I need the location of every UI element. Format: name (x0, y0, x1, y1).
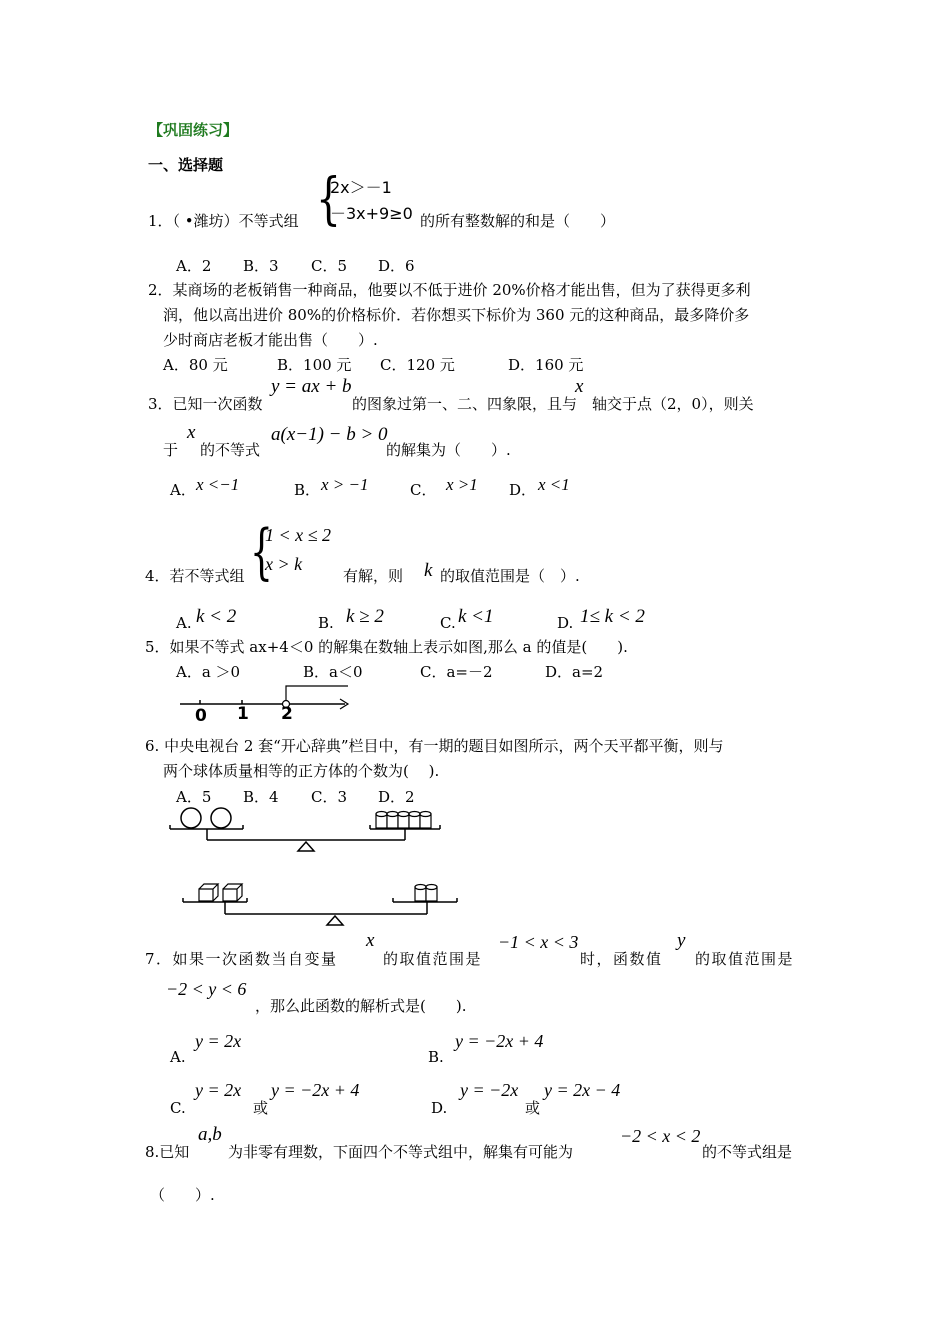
q1-option-b: B．3 (243, 257, 279, 275)
q3-function: y = ax + b (271, 376, 352, 397)
q3-inequality: a(x−1) − b > 0 (271, 424, 388, 445)
q3-line2-var: x (187, 422, 196, 443)
ball-1 (181, 808, 201, 828)
q8-range: −2 < x < 2 (620, 1126, 701, 1146)
q4-option-a-label: A. (176, 614, 192, 632)
q4-option-d-label: D. (557, 614, 574, 632)
q7-option-c-expr2: y = −2x + 4 (271, 1080, 360, 1100)
q7-range-x: −1 < x < 3 (498, 932, 579, 952)
q5-option-a: A．a ＞0 (176, 663, 241, 681)
q1-option-a: A．2 (176, 257, 212, 275)
q3-option-a-expr: x <−1 (196, 475, 240, 494)
q4-brace: { (250, 517, 273, 587)
q4-system-line1: 1 < x ≤ 2 (265, 525, 332, 545)
q3-line2-mid: 的不等式 (200, 441, 261, 459)
q5-option-c: C．a=－2 (420, 663, 493, 681)
q1-prefix: 1．（ •潍坊）不等式组 (148, 212, 299, 230)
q3-option-c-expr: x >1 (446, 475, 478, 494)
q6-line1: 6. 中央电视台 2 套“开心辞典”栏目中，有一期的题目如图所示，两个天平都平衡，则与 (145, 737, 724, 755)
q8-mid: 为非零有理数，下面四个不等式组中，解集有可能为 (228, 1143, 574, 1161)
q3-prefix: 3．已知一次函数 (148, 395, 263, 413)
solution-ray (286, 686, 348, 704)
q3-option-a-label: A． (170, 481, 196, 499)
subsection-title: 一、选择题 (148, 156, 224, 174)
q2-option-c: C．120 元 (380, 356, 455, 374)
q4-option-b-label: B. (318, 614, 334, 632)
q7-option-a-label: A. (170, 1048, 186, 1066)
q3-option-d-expr: x <1 (538, 475, 570, 494)
q7-option-d-or: 或 (525, 1099, 541, 1117)
q7-var-x: x (366, 930, 375, 951)
fulcrum (327, 916, 343, 925)
q6-option-b: B．4 (243, 788, 279, 806)
q3-option-b-expr: x > −1 (321, 475, 369, 494)
axis-label-1: 1 (237, 704, 249, 724)
q3-option-d-label: D． (509, 481, 537, 499)
q7-suffix: 的取值范围是 (695, 950, 795, 968)
q7-option-a-expr: y = 2x (195, 1031, 242, 1051)
q3-var-x: x (575, 376, 584, 397)
axis-label-2: 2 (281, 704, 293, 724)
q7-option-c-label: C. (170, 1099, 186, 1117)
balance-scale-1 (165, 805, 465, 855)
q7-var-y: y (677, 930, 686, 951)
q4-option-c-expr: k <1 (458, 606, 494, 627)
q7-option-c-expr: y = 2x (195, 1080, 242, 1100)
q4-mid: 有解，则 (343, 567, 404, 585)
q3-suffix: 轴交于点（2，0），则关 (592, 395, 754, 413)
q4-option-c-label: C. (440, 614, 456, 632)
q7-mid1: 的取值范围是 (383, 950, 483, 968)
axis-label-0: 0 (195, 706, 207, 726)
cylinders (376, 812, 431, 829)
q1-option-c: C．5 (311, 257, 348, 275)
q1-option-d: D．6 (378, 257, 415, 275)
q6-line2: 两个球体质量相等的正方体的个数为( ). (163, 762, 440, 780)
q6-option-c: C．3 (311, 788, 348, 806)
ball-2 (211, 808, 231, 828)
cubes (199, 884, 242, 901)
q4-option-d-expr: 1≤ k < 2 (580, 606, 645, 627)
q3-line2-suffix: 的解集为（ ）. (386, 441, 511, 459)
q7-mid2: 时，函数值 (580, 950, 663, 968)
cylinders (415, 885, 437, 902)
q6-option-a: A．5 (176, 788, 212, 806)
q4-system-line2: x > k (265, 554, 303, 574)
q8-vars: a,b (198, 1124, 222, 1145)
q2-option-a: A．80 元 (163, 356, 228, 374)
q2-option-b: B．100 元 (277, 356, 352, 374)
q3-line2-prefix: 于 (163, 441, 179, 459)
q2-line2: 润，他以高出进价 80%的价格标价．若你想买下标价为 360 元的这种商品，最多降价多 (163, 306, 750, 324)
q2-option-d: D．160 元 (508, 356, 584, 374)
q1-system-line1: 2x＞－1 (330, 178, 392, 197)
q3-option-c-label: C． (410, 481, 437, 499)
q7-range-y: −2 < y < 6 (166, 979, 247, 999)
q4-option-a-expr: k < 2 (196, 606, 237, 627)
balance-scale-2 (175, 880, 475, 930)
q5-option-b: B．a＜0 (303, 663, 363, 681)
q5-text: 5．如果不等式 ax+4＜0 的解集在数轴上表示如图,那么 a 的值是( ). (145, 638, 628, 656)
q7-line2-suffix: ，那么此函数的解析式是( ). (255, 997, 467, 1015)
q4-prefix: 4．若不等式组 (145, 567, 245, 585)
q4-option-b-expr: k ≥ 2 (346, 606, 384, 627)
q4-var-k: k (424, 560, 433, 581)
q7-option-b-label: B. (428, 1048, 444, 1066)
q8-prefix: 8.已知 (145, 1143, 190, 1161)
q1-brace: { (316, 167, 341, 232)
q1-suffix: 的所有整数解的和是（ ） (420, 212, 616, 230)
q7-option-d-label: D. (431, 1099, 448, 1117)
q3-option-b-label: B． (294, 481, 321, 499)
q7-option-d-expr2: y = 2x − 4 (544, 1080, 621, 1100)
q8-line2: （ ）. (150, 1186, 215, 1204)
q2-line3: 少时商店老板才能出售（ ）. (163, 331, 378, 349)
q2-line1: 2．某商场的老板销售一种商品，他要以不低于进价 20%价格才能出售，但为了获得更多利 (148, 281, 751, 299)
fulcrum (298, 842, 314, 851)
q7-option-b-expr: y = −2x + 4 (455, 1031, 544, 1051)
q7-option-d-expr: y = −2x (460, 1080, 519, 1100)
q3-mid: 的图象过第一、二、四象限，且与 (352, 395, 578, 413)
q5-option-d: D．a=2 (545, 663, 604, 681)
q7-prefix: 7．如果一次函数当自变量 (145, 950, 338, 968)
q8-suffix: 的不等式组是 (702, 1143, 793, 1161)
q4-suffix: 的取值范围是（ ）. (440, 567, 580, 585)
section-title: 【巩固练习】 (148, 121, 239, 139)
q1-system-line2: －3x+9≥0 (330, 204, 413, 223)
q7-option-c-or: 或 (253, 1099, 269, 1117)
q6-option-d: D．2 (378, 788, 415, 806)
